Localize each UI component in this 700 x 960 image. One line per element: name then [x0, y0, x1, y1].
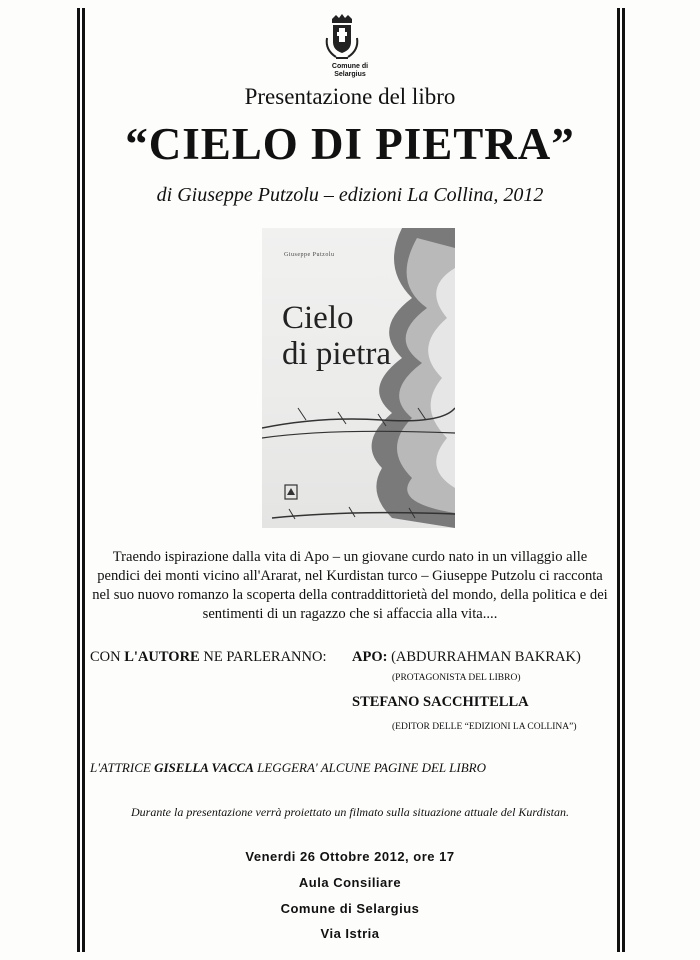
- film-note: Durante la presentazione verrà proiettato un filmato sulla situazione attuale del Kurdistan.: [131, 805, 569, 819]
- speaker-apo-role: (PROTAGONISTA DEL LIBRO): [392, 673, 521, 683]
- speaker-stefano: STEFANO SACCHITELLA: [352, 694, 529, 710]
- event-venue: Comune di Selargius: [280, 901, 420, 916]
- speaker-stefano-role: (EDITOR DELLE “EDIZIONI LA COLLINA”): [392, 722, 577, 732]
- book-description: Traendo ispirazione dalla vita di Apo – un giovane curdo nato in un villaggio alle pendici dei monti vicino all'Ararat, nel Kurdistan turco – Giuseppe Putzolu ci racconta nel suo nuovo romanzo la scoperta della contraddittorietà del mondo, della politica e dei sentimenti di un ragazzo che si affaccia alla vita....: [92, 549, 608, 622]
- cover-title: Cielo di pietra: [282, 300, 392, 372]
- cover-author: Giuseppe Putzolu: [284, 252, 335, 258]
- speakers-intro: CON L'AUTORE NE PARLERANNO:: [90, 649, 327, 665]
- intro-heading: Presentazione del libro: [244, 84, 456, 109]
- book-subtitle: di Giuseppe Putzolu – edizioni La Collina, 2012: [156, 184, 544, 206]
- speaker-apo: APO: (ABDURRAHMAN BAKRAK): [352, 649, 581, 665]
- event-date: Venerdi 26 Ottobre 2012, ore 17: [245, 849, 455, 864]
- event-room: Aula Consiliare: [298, 875, 402, 890]
- book-cover-image: [262, 228, 455, 528]
- municipality-name: Comune di Selargius: [331, 63, 369, 78]
- cover-illustration: [262, 228, 455, 528]
- book-title: “CIELO DI PIETRA”: [125, 119, 575, 169]
- reading-announcement: L'ATTRICE GISELLA VACCA LEGGERA' ALCUNE PAGINE DEL LIBRO: [90, 760, 486, 775]
- publisher-logo-icon: [284, 484, 298, 500]
- municipal-crest-icon: [322, 14, 362, 62]
- event-address: Via Istria: [320, 926, 380, 941]
